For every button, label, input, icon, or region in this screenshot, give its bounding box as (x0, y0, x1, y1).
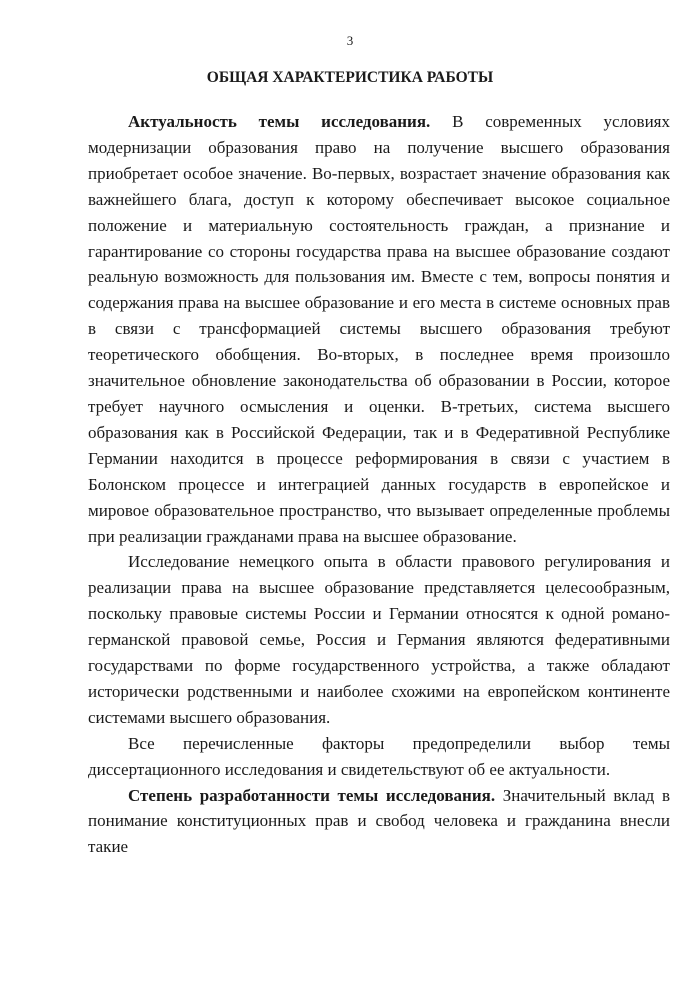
paragraph-degree-of-development (88, 783, 670, 861)
section-heading: ОБЩАЯ ХАРАКТЕРИСТИКА РАБОТЫ (206, 69, 494, 86)
paragraph-lead: Актуальность темы исследования. (128, 112, 431, 131)
body-text (88, 109, 670, 860)
paragraph-factors (88, 731, 670, 783)
paragraph-german-experience (88, 549, 670, 730)
page-number: 3 (346, 33, 354, 48)
paragraph-lead: Степень разработанности темы исследования. (128, 785, 496, 805)
paragraph-relevance (88, 109, 670, 549)
paragraph-text: Значительный вклад в понимание конституционных прав и свобод человека и гражданина внесли такие (88, 785, 671, 857)
paragraph-text: Все перечисленные факторы предопределили выбор темы диссертационного исследования и свидетельствуют об ее актуальности. (88, 733, 670, 779)
paragraph-text: В современных условиях модернизации образования право на получение высшего образования приобретает особое значение. Во-первых, возрастает значение образования как важнейшего блага, доступ к которому обеспечивает высокое социальное положение и материальную состоятельность граждан, а признание и гарантирование со стороны государства права на высшее образование создают реальную возможность для пользования им. Вместе с тем, вопросы понятия и содержания права на высшее образование и его места в системе основных прав в связи с трансформацией системы высшего образования требуют теоретического обобщения. Во-вторых, в последнее время произошло значительное обновление законодательства об образовании в России, которое требует научного осмысления и оценки. В-третьих, система высшего образования как в Российской Федерации, так и в Федеративной Республике Германии находится в процессе реформирования в связи с участием в Болонском процессе и интеграцией данных государств в европейское и мировое образовательное пространство, что вызывает определенные проблемы при реализации гражданами права на высшее образование. (88, 112, 670, 546)
paragraph-text: Исследование немецкого опыта в области правового регулирования и реализации права на высшее образование представляется целесообразным, поскольку правовые системы России и Германии относятся к одной романо-германской правовой семье, Россия и Германия являются федеративными государствами по форме государственного устройства, а также обладают исторически родственными и наиболее схожими на европейском континенте системами высшего образования. (88, 552, 670, 727)
